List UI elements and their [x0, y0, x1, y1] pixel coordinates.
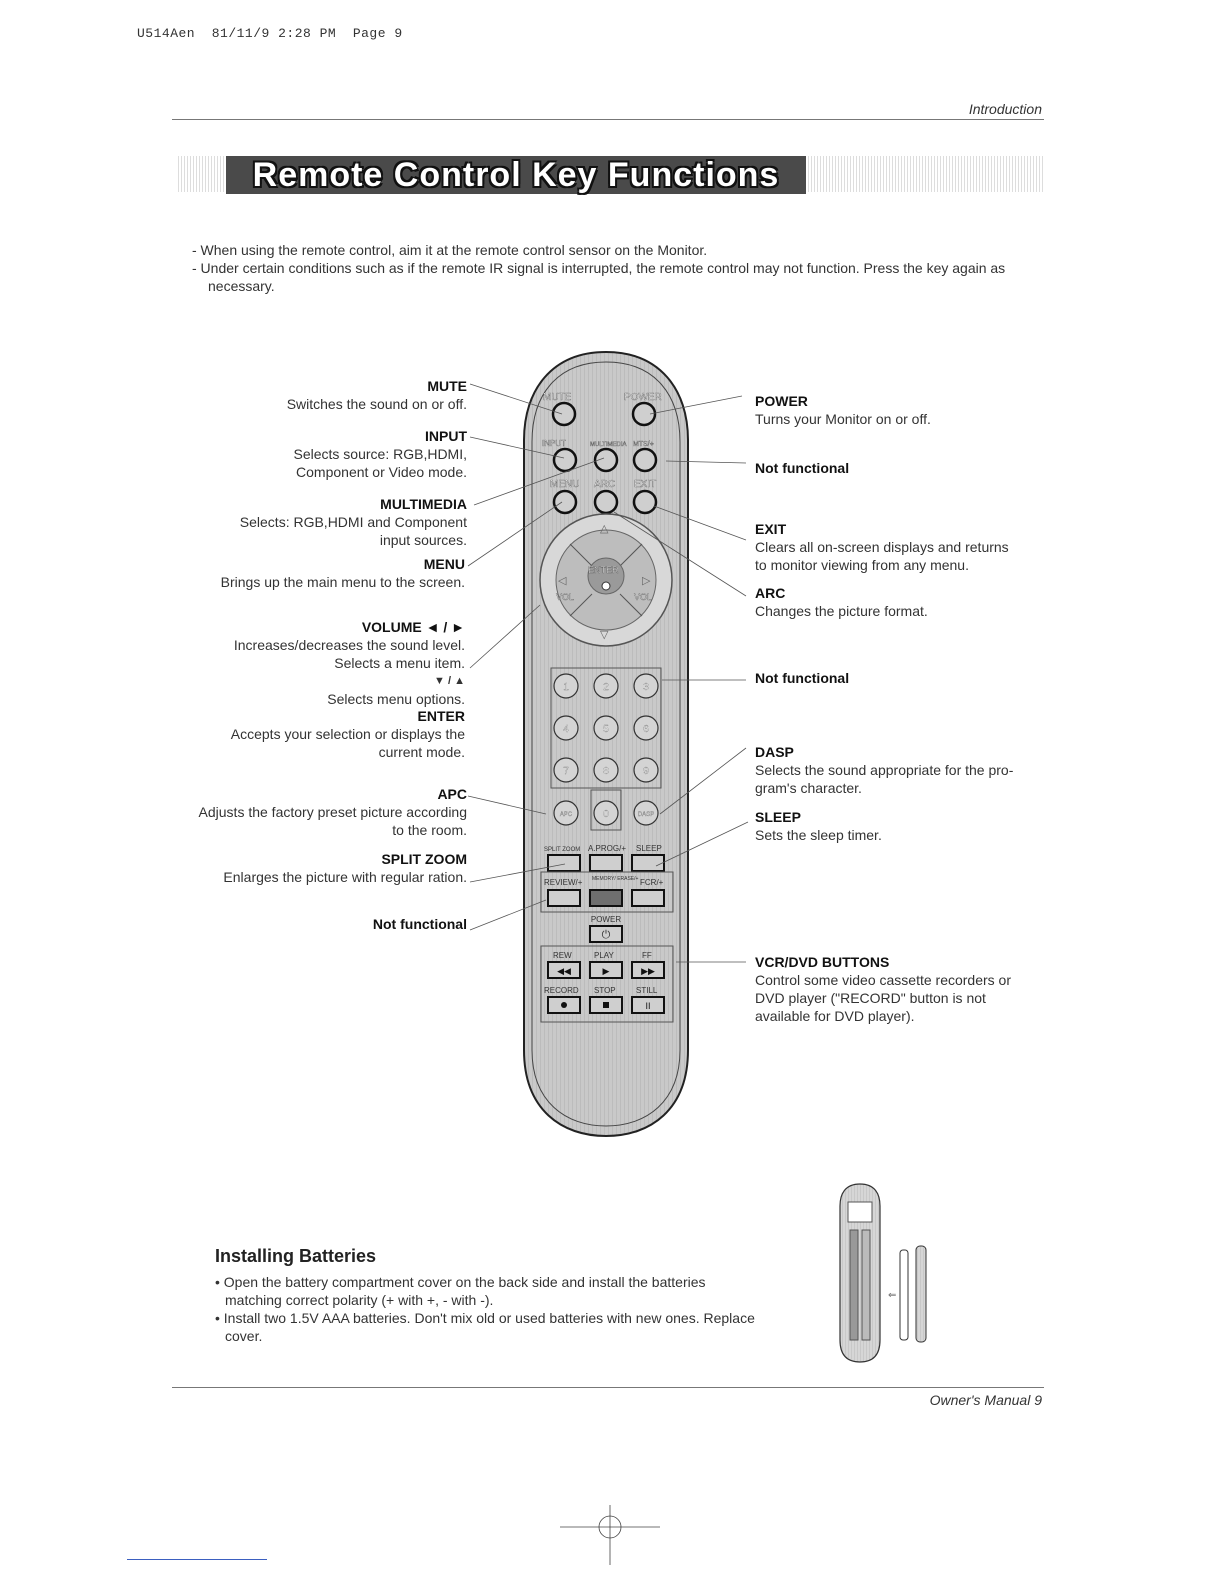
remote-stop-text: STOP	[594, 986, 616, 995]
aprog-button[interactable]	[590, 855, 622, 871]
label-volume: VOLUME ◄ / ► Increases/decreases the sound level. Selects a menu item. ▼ / ▲ Selects menu options.	[233, 619, 465, 707]
fast-forward-icon: ▶▶	[641, 966, 655, 976]
insert-arrow-icon: ⇐	[888, 1290, 897, 1301]
battery-step-1: • Open the battery compartment cover on the back side and install the batteries matching correct polarity (+ with +, - with -).	[215, 1274, 706, 1308]
power-icon: ⏻	[601, 929, 611, 941]
memory-erase-button[interactable]	[590, 890, 622, 906]
batteries-instructions	[215, 1273, 755, 1345]
label-enter: ENTER Accepts your selection or displays the current mode.	[230, 708, 465, 760]
remote-record-text: RECORD	[544, 986, 579, 995]
digit-5-label: 5	[603, 724, 609, 735]
label-not-functional-left: Not functional	[372, 916, 467, 932]
pause-icon: II	[645, 1001, 651, 1011]
margin-line	[127, 1559, 267, 1560]
remote-apc-text: APC	[559, 812, 573, 818]
digit-4-label: 4	[563, 724, 569, 735]
remote-memory-text: MEMORY/ ERASE/+	[592, 876, 639, 882]
fcr-button[interactable]	[632, 890, 664, 906]
section-name: Introduction	[968, 101, 1042, 117]
remote-vol-left-text: VOL	[556, 592, 575, 602]
rewind-icon: ◀◀	[557, 966, 571, 976]
bottom-rule	[172, 1387, 1044, 1388]
label-power: POWER Turns your Monitor on or off.	[755, 393, 931, 427]
split-zoom-button[interactable]	[548, 855, 580, 871]
note-2: - Under certain conditions such as if the remote IR signal is interrupted, the remote control may not function. Press the key again as necessary.	[192, 260, 1006, 294]
arc-button[interactable]	[595, 491, 617, 513]
page-title: Remote Control Key Functions	[252, 156, 780, 194]
remote-arc-text: ARC	[594, 479, 616, 490]
digit-2-label: 2	[603, 682, 609, 693]
multimedia-button[interactable]	[595, 449, 617, 471]
label-not-functional-numbers: Not functional	[755, 670, 850, 686]
usage-notes	[192, 241, 1062, 295]
remote-review-text: REVIEW/+	[544, 878, 583, 887]
remote-mute-text: MUTE	[543, 392, 572, 403]
label-split-zoom: SPLIT ZOOM Enlarges the picture with regular ration.	[223, 851, 467, 885]
left-arrow-icon[interactable]: ◁	[558, 575, 567, 587]
digit-6-label: 6	[643, 724, 649, 735]
label-sleep: SLEEP Sets the sleep timer.	[755, 809, 882, 843]
label-arc: ARC Changes the picture format.	[755, 585, 928, 619]
menu-button[interactable]	[554, 491, 576, 513]
sleep-button[interactable]	[632, 855, 664, 871]
battery-step-2: • Install two 1.5V AAA batteries. Don't mix old or used batteries with new ones. Replace cover.	[215, 1310, 755, 1344]
remote-exit-text: EXIT	[634, 479, 657, 490]
digit-0-label: 0	[603, 809, 609, 820]
power-button[interactable]	[633, 403, 655, 425]
remote-still-text: STILL	[636, 986, 658, 995]
remote-control-illustration	[520, 350, 692, 1140]
remote-enter-text: ENTER	[588, 565, 619, 575]
print-info: U514Aen 81/11/9 2:28 PM Page 9	[137, 26, 403, 41]
label-mute: MUTE Switches the sound on or off.	[286, 378, 467, 412]
remote-menu-text: MENU	[550, 479, 580, 490]
label-not-functional-mts: Not functional	[755, 460, 850, 476]
remote-ff-text: FF	[642, 951, 652, 960]
remote-fcr-text: FCR/+	[640, 878, 664, 887]
stop-icon	[603, 1002, 609, 1008]
digit-1-label: 1	[563, 682, 569, 693]
label-dasp: DASP Selects the sound appropriate for the pro- gram's character.	[755, 744, 1014, 796]
label-vcr-dvd: VCR/DVD BUTTONS Control some video cassette recorders or DVD player ("RECORD" button is not available for DVD player).	[755, 954, 1011, 1024]
digit-9-label: 9	[643, 766, 649, 777]
label-apc: APC Adjusts the factory preset picture according to the room.	[198, 786, 467, 838]
label-menu: MENU Brings up the main menu to the screen.	[220, 556, 465, 590]
mute-button[interactable]	[553, 403, 575, 425]
remote-aprog-text: A.PROG/+	[588, 844, 627, 853]
remote-mts-text: MTS/+	[633, 441, 654, 448]
down-arrow-icon[interactable]: ▽	[600, 629, 609, 641]
label-multimedia: MULTIMEDIA Selects: RGB,HDMI and Component input sources.	[239, 496, 467, 548]
top-rule	[172, 119, 1044, 120]
batteries-heading: Installing Batteries	[215, 1246, 377, 1266]
remote-power2-text: POWER	[590, 915, 622, 924]
remote-multimedia-text: MULTIMEDIA	[590, 442, 627, 448]
remote-vol-right-text: VOL	[634, 592, 653, 602]
remote-power-text: POWER	[624, 392, 662, 403]
remote-split-zoom-text: SPLIT ZOOM	[544, 847, 581, 853]
remote-sleep-text: SLEEP	[636, 844, 662, 853]
remote-rew-text: REW	[553, 951, 572, 960]
enter-dot-icon	[602, 582, 610, 590]
right-arrow-icon[interactable]: ▷	[642, 575, 651, 587]
remote-input-text: INPUT	[542, 439, 566, 448]
page-footer: Owner's Manual 9	[929, 1392, 1042, 1408]
record-icon	[561, 1002, 567, 1008]
mts-button[interactable]	[634, 449, 656, 471]
exit-button[interactable]	[634, 491, 656, 513]
note-1: - When using the remote control, aim it at the remote control sensor on the Monitor.	[192, 242, 708, 258]
remote-dasp-text: DASP	[637, 812, 655, 818]
label-exit: EXIT Clears all on-screen displays and returns to monitor viewing from any menu.	[755, 521, 1009, 573]
battery-installation-illustration	[830, 1180, 950, 1365]
digit-3-label: 3	[643, 682, 649, 693]
play-icon: ▶	[602, 966, 610, 976]
input-button[interactable]	[554, 449, 576, 471]
digit-8-label: 8	[603, 766, 609, 777]
up-arrow-icon[interactable]: △	[600, 523, 609, 535]
label-input: INPUT Selects source: RGB,HDMI, Component or Video mode.	[293, 428, 467, 480]
digit-7-label: 7	[563, 766, 569, 777]
review-button[interactable]	[548, 890, 580, 906]
registration-mark	[560, 1505, 660, 1565]
remote-play-text: PLAY	[594, 951, 614, 960]
